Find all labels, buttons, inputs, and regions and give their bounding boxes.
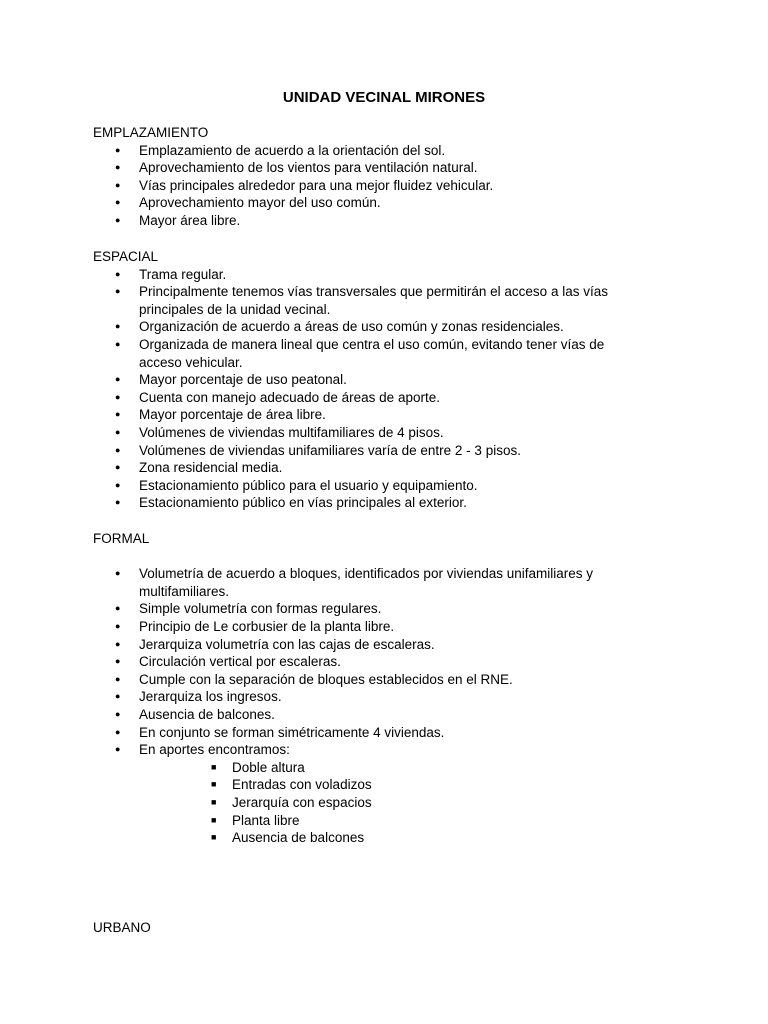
list-item: ● Jerarquiza los ingresos.: [93, 688, 639, 706]
list-item: ● Trama regular.: [93, 266, 639, 284]
list-item: ● Cumple con la separación de bloques establecidos en el RNE.: [93, 671, 639, 689]
emplazamiento-list: [93, 142, 693, 230]
list-item: ● Mayor área libre.: [93, 212, 639, 230]
list-item: ● Vías principales alrededor para una mejor fluidez vehicular.: [93, 177, 639, 195]
list-item: ● Emplazamiento de acuerdo a la orientación del sol.: [93, 142, 639, 160]
list-item: ● Ausencia de balcones.: [93, 706, 639, 724]
sub-list-item: ■ Doble altura: [93, 759, 693, 777]
list-item: ● Principio de Le corbusier de la planta libre.: [93, 618, 639, 636]
list-item: ● Volumetría de acuerdo a bloques, identificados por viviendas unifamiliares y multifamiliares.: [93, 565, 639, 600]
list-item: ● Aprovechamiento de los vientos para ventilación natural.: [93, 159, 639, 177]
list-item: ● Aprovechamiento mayor del uso común.: [93, 194, 639, 212]
list-item: ● En aportes encontramos:: [93, 741, 639, 759]
sub-list-item: ■ Ausencia de balcones: [93, 829, 693, 847]
section-heading-emplazamiento: EMPLAZAMIENTO: [93, 125, 209, 140]
list-item: ● Estacionamiento público para el usuario y equipamiento.: [93, 477, 639, 495]
section-espacial: [93, 248, 693, 512]
sub-list-item: ■ Jerarquía con espacios: [93, 794, 693, 812]
sub-list-item: ■ Planta libre: [93, 812, 693, 830]
section-formal: [93, 530, 693, 847]
formal-list: [93, 565, 693, 759]
list-item: ● Circulación vertical por escaleras.: [93, 653, 639, 671]
list-item: ● Jerarquiza volumetría con las cajas de escaleras.: [93, 636, 639, 654]
list-item: ● Principalmente tenemos vías transversales que permitirán el acceso a las vías principales de la unidad vecinal.: [93, 283, 639, 318]
list-item: ● Zona residencial media.: [93, 459, 639, 477]
list-item: ● Organización de acuerdo a áreas de uso común y zonas residenciales.: [93, 318, 639, 336]
espacial-list: [93, 266, 693, 512]
list-item: ● Organizada de manera lineal que centra el uso común, evitando tener vías de acceso vehicular.: [93, 336, 639, 371]
list-item: ● En conjunto se forman simétricamente 4 viviendas.: [93, 724, 639, 742]
blank-line: [93, 548, 693, 566]
page-title: UNIDAD VECINAL MIRONES: [282, 89, 486, 106]
list-item: ● Volúmenes de viviendas unifamiliares varía de entre 2 - 3 pisos.: [93, 442, 639, 460]
section-heading-espacial: ESPACIAL: [93, 249, 159, 264]
list-item: ● Mayor porcentaje de uso peatonal.: [93, 371, 639, 389]
section-urbano: [93, 919, 693, 937]
list-item: ● Mayor porcentaje de área libre.: [93, 406, 639, 424]
section-heading-formal: FORMAL: [93, 531, 150, 546]
sub-list-item: ■ Entradas con voladizos: [93, 776, 693, 794]
section-emplazamiento: [93, 124, 693, 230]
list-item: ● Cuenta con manejo adecuado de áreas de aporte.: [93, 389, 639, 407]
list-item: ● Simple volumetría con formas regulares.: [93, 600, 639, 618]
list-item: ● Volúmenes de viviendas multifamiliares de 4 pisos.: [93, 424, 639, 442]
list-item: ● Estacionamiento público en vías principales al exterior.: [93, 494, 639, 512]
formal-sublist: [93, 759, 693, 847]
section-heading-urbano: URBANO: [93, 920, 151, 935]
